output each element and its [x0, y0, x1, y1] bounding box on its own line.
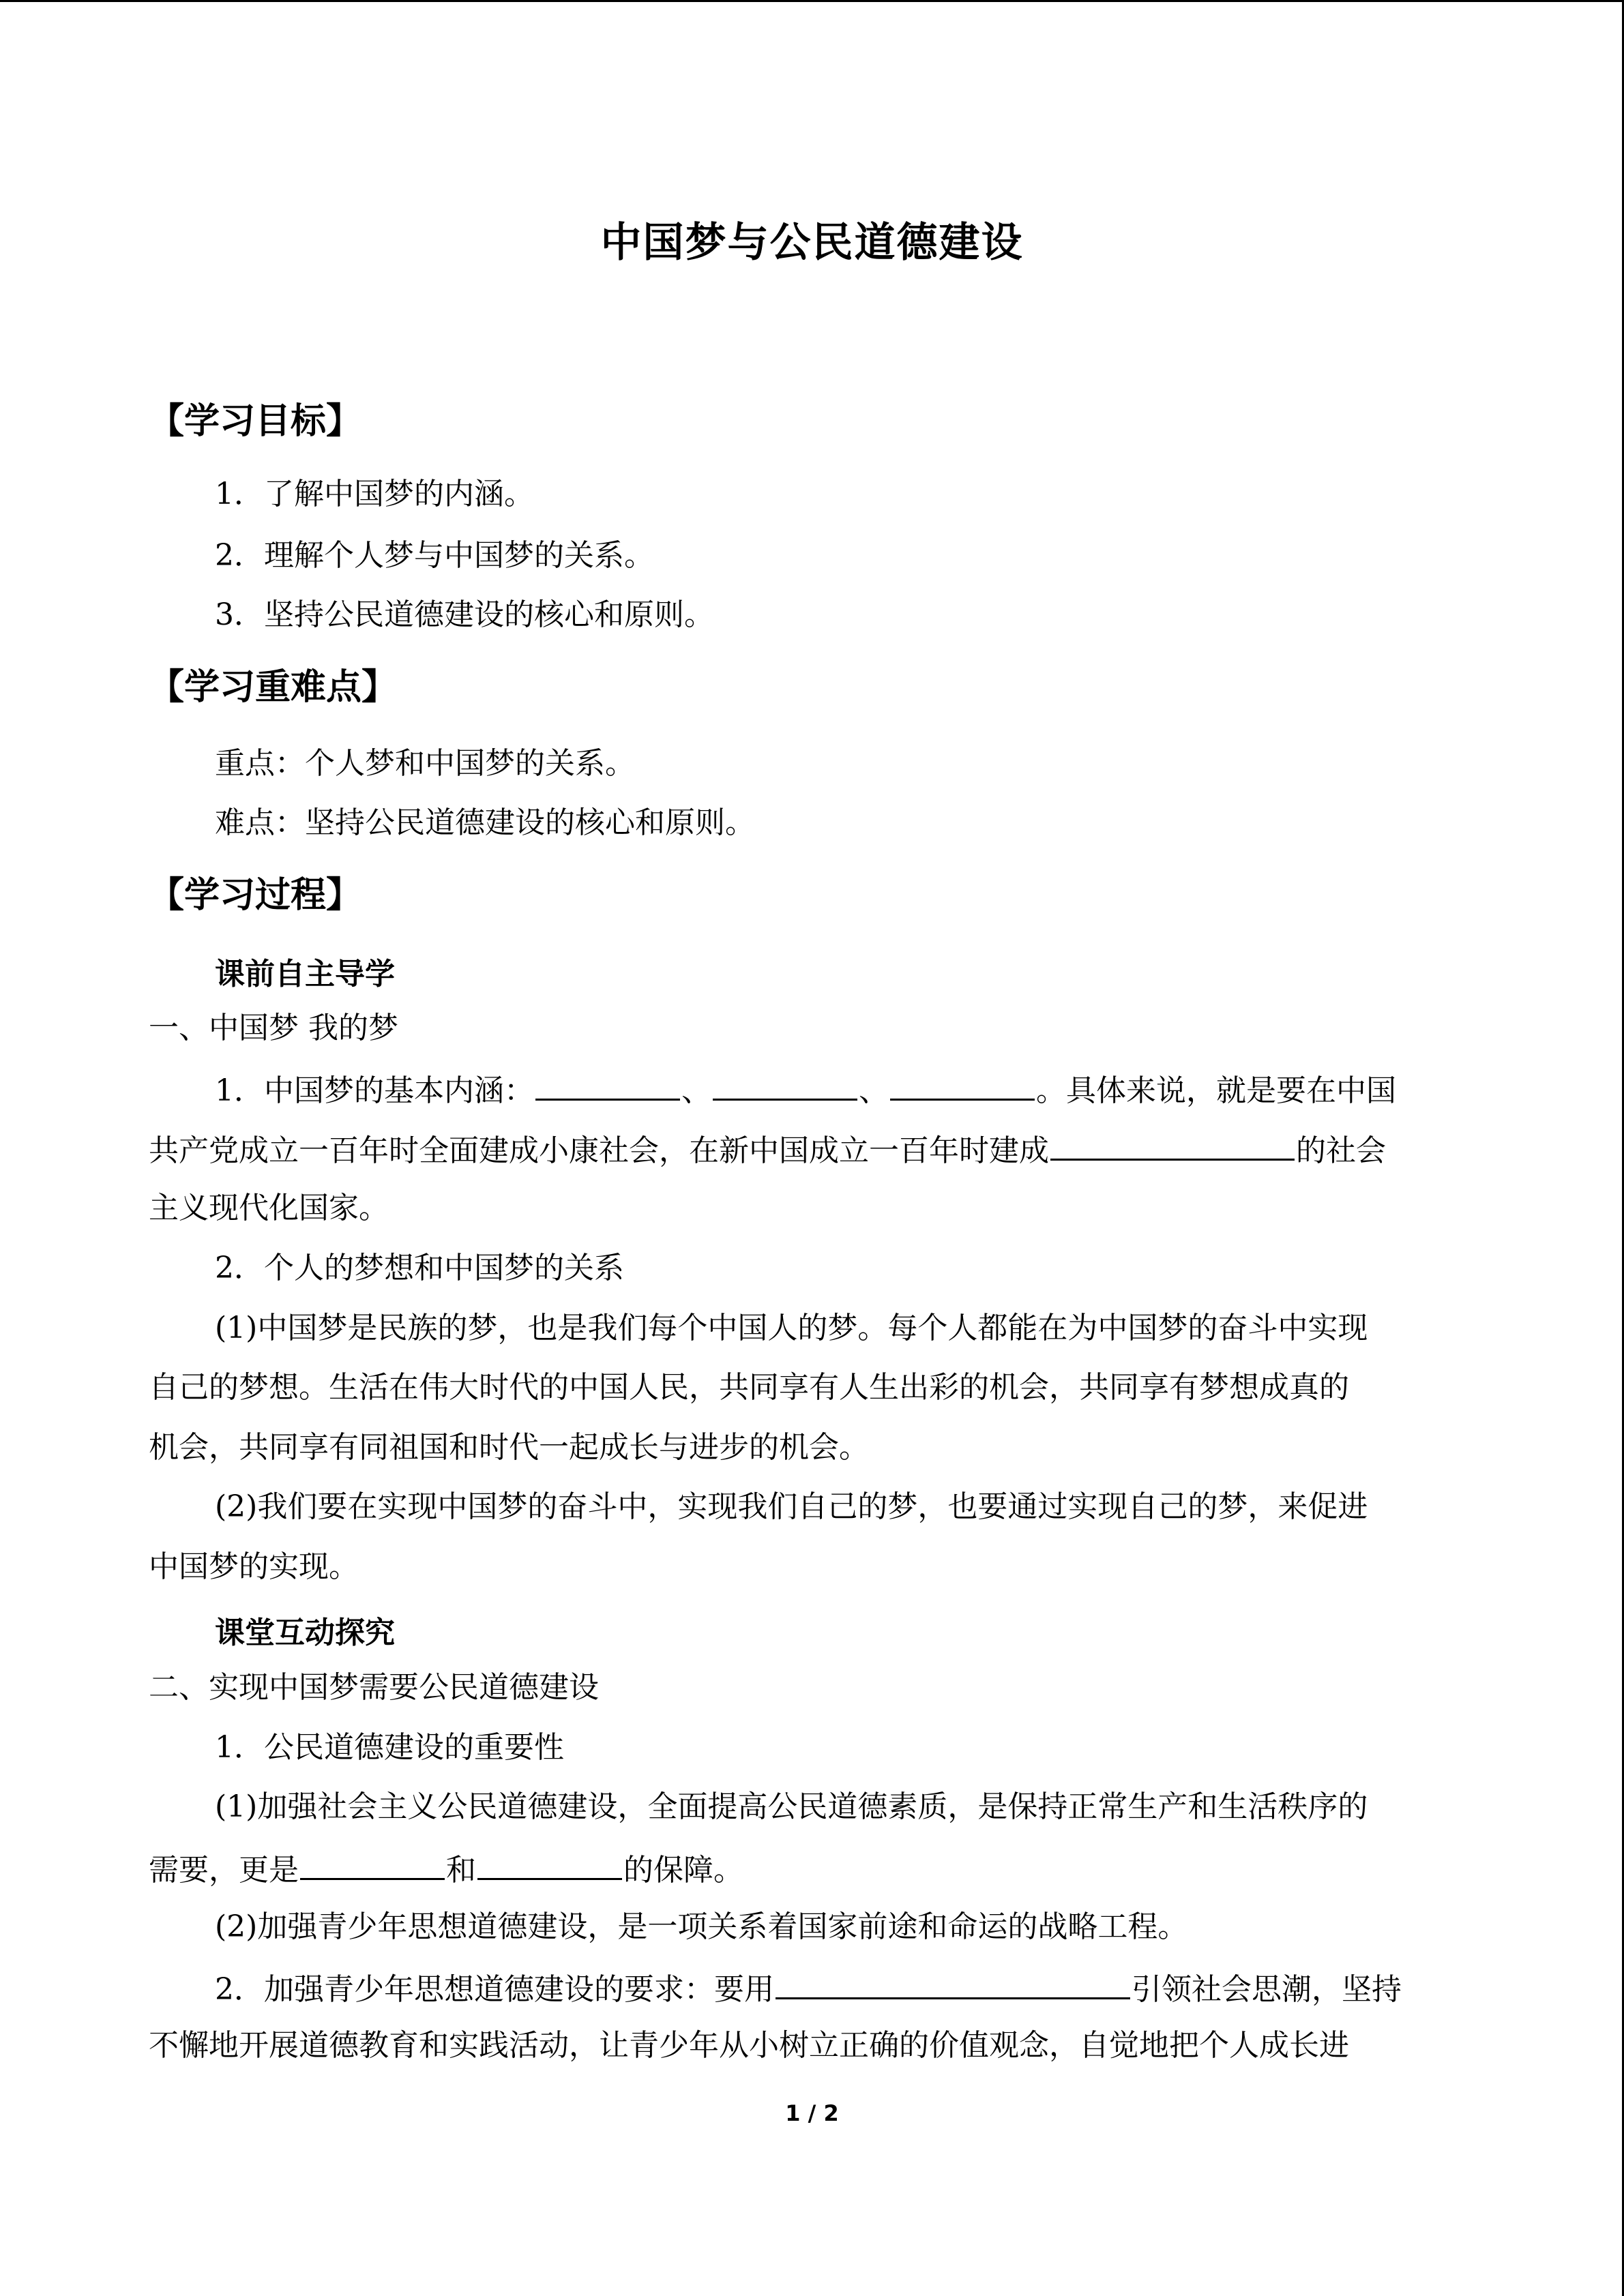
text: 的保障。 [623, 1853, 743, 1888]
text: 、 [681, 1073, 711, 1108]
text: 。具体来说，就是要在中国 [1036, 1073, 1396, 1108]
page-number: 1 / 2 [785, 2100, 839, 2126]
text: 、 [859, 1073, 889, 1108]
fill-blank[interactable] [477, 1847, 622, 1880]
subheading-in-class: 课堂互动探究 [215, 1615, 395, 1650]
page-title: 中国梦与公民道德建设 [600, 219, 1024, 267]
paragraph-line: 2．个人的梦想和中国梦的关系 [215, 1251, 624, 1285]
text: 1．中国梦的基本内涵： [215, 1073, 534, 1108]
objective-item: 3．坚持公民道德建设的核心和原则。 [215, 597, 714, 632]
paragraph-line: (2)我们要在实现中国梦的奋斗中，实现我们自己的梦，也要通过实现自己的梦，来促进 [215, 1489, 1368, 1524]
key-point-item: 难点：坚持公民道德建设的核心和原则。 [215, 805, 755, 840]
paragraph-line: (1)中国梦是民族的梦，也是我们每个中国人的梦。每个人都能在为中国梦的奋斗中实现 [215, 1311, 1368, 1345]
text: 共产党成立一百年时全面建成小康社会，在新中国成立一百年时建成 [149, 1133, 1049, 1168]
objective-item: 2．理解个人梦与中国梦的关系。 [215, 538, 654, 573]
subheading-pre-class: 课前自主导学 [215, 957, 395, 992]
heading-process: 【学习过程】 [149, 875, 362, 916]
paragraph-line [215, 1067, 1475, 1112]
fill-blank[interactable] [300, 1847, 445, 1880]
text: 2．加强青少年思想道德建设的要求：要用 [215, 1972, 774, 2007]
fill-blank[interactable] [890, 1067, 1035, 1101]
text: 引领社会思潮，坚持 [1132, 1972, 1402, 2007]
paragraph-line: 1．公民道德建设的重要性 [215, 1730, 564, 1765]
paragraph-line: 不懈地开展道德教育和实践活动，让青少年从小树立正确的价值观念，自觉地把个人成长进 [149, 2028, 1349, 2063]
fill-blank[interactable] [1050, 1127, 1295, 1161]
objective-item: 1．了解中国梦的内涵。 [215, 477, 534, 511]
paragraph-line: (2)加强青少年思想道德建设，是一项关系着国家前途和命运的战略工程。 [215, 1909, 1188, 1944]
paragraph-line: 主义现代化国家。 [149, 1191, 389, 1225]
heading-key-points: 【学习重难点】 [149, 667, 398, 708]
heading-objectives: 【学习目标】 [149, 401, 362, 442]
fill-blank[interactable] [713, 1067, 857, 1101]
paragraph-line: 自己的梦想。生活在伟大时代的中国人民，共同享有人生出彩的机会，共同享有梦想成真的 [149, 1370, 1349, 1405]
paragraph-line [149, 1127, 1475, 1172]
text: 和 [446, 1853, 476, 1888]
text: 的社会 [1296, 1133, 1386, 1168]
paragraph-line: 中国梦的实现。 [149, 1549, 359, 1584]
paragraph-line [215, 1966, 1475, 2010]
fill-blank[interactable] [535, 1067, 680, 1101]
page-top-border [0, 0, 1624, 2]
paragraph-line: (1)加强社会主义公民道德建设，全面提高公民道德素质，是保持正常生产和生活秩序的 [215, 1789, 1368, 1824]
paragraph-line: 机会，共同享有同祖国和时代一起成长与进步的机会。 [149, 1430, 869, 1465]
section-title: 二、实现中国梦需要公民道德建设 [149, 1670, 599, 1705]
key-point-item: 重点：个人梦和中国梦的关系。 [215, 746, 635, 781]
fill-blank[interactable] [776, 1966, 1130, 1999]
text: 需要，更是 [149, 1853, 299, 1888]
section-title: 一、中国梦 我的梦 [149, 1011, 398, 1045]
paragraph-line [149, 1847, 1475, 1891]
